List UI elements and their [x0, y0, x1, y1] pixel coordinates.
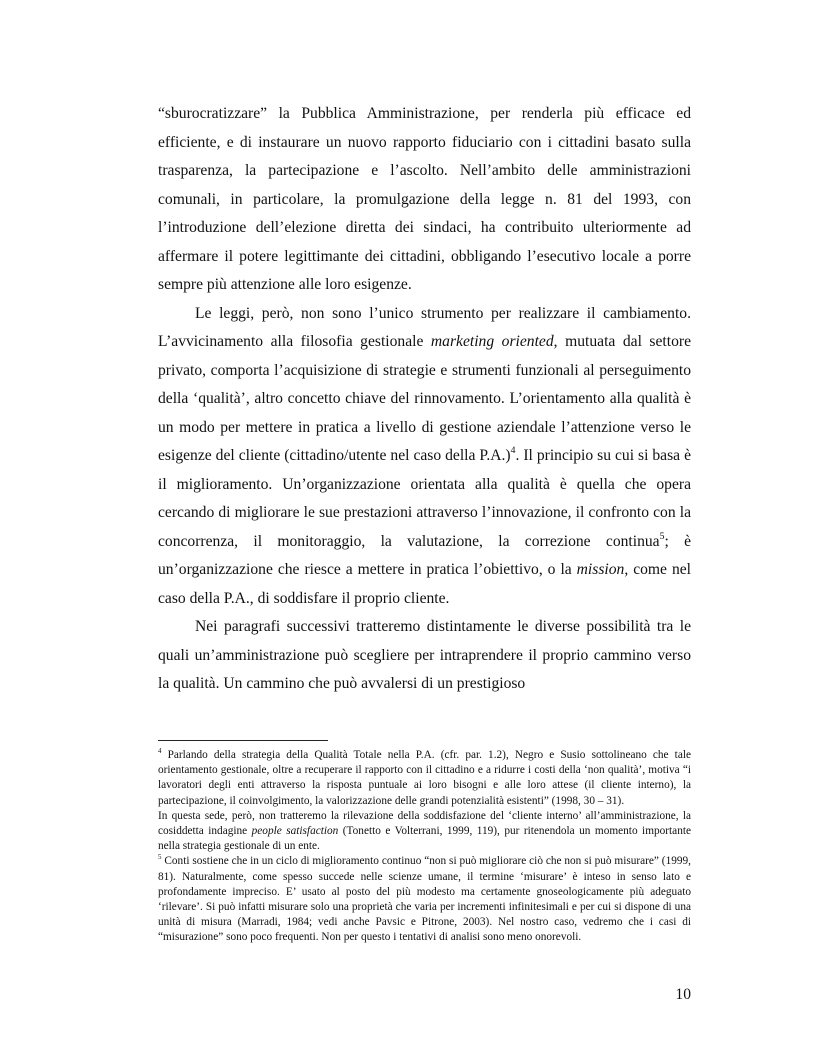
- italic-term-marketing-oriented: marketing oriented: [430, 333, 554, 350]
- footnote-5: $^5$ Conti sostiene che in un ciclo di miglioramento continuo “non si può migliorare ciò che non si può misurare” (1999, 81). Naturalmente, come spesso succede nelle scienze umane, il termine ‘misurare’ è inteso in senso lato e profondamente impreciso. E’ usato al posto del più modesto ma certamente gnoseologicamente più adeguato ‘rilevare’. Si può infatti misurare solo una proprietà che varia per incrementi infinitesimali e per cui si dispone di una unità di misura (Marradi, 1984; vedi anche Pavsic e Pitrone, 2003). Nel nostro caso, vedremo che i casi di “misurazione” sono poco frequenti. Non per questo i tentativi di analisi sono meno onorevoli.: [158, 853, 691, 944]
- footnote-4: $^4$ Parlando della strategia della Qualità Totale nella P.A. (cfr. par. 1.2), Negro e Susio sottolineano che tale orientamento gestionale, oltre a recuperare il rapporto con il cittadino e a ridurre i costi della ‘non qualità’, motiva “i lavoratori degli enti attraverso la risposta puntuale ai loro bisogni e alle loro attese (il cliente interno), la partecipazione, il coinvolgimento, la valorizzazione delle grandi potenzialità esistenti” (1998, 30 – 31).: [158, 746, 691, 807]
- paragraph-1: “sburocratizzare” la Pubblica Amministrazione, per renderla più efficace ed efficiente, e di instaurare un nuovo rapporto fiduciario con i cittadini basato sulla trasparenza, la partecipazione e l’ascolto. Nell’ambito delle amministrazioni comunali, in particolare, la promulgazione della legge n. 81 del 1993, con l’introduzione dell’elezione diretta dei sindaci, ha contribuito ulteriormente ad affermare il potere legittimante dei cittadini, obbligando l’esecutivo locale a porre sempre più attenzione alle loro esigenze.: [158, 105, 691, 293]
- page-number: 10: [675, 986, 691, 1003]
- footnote-separator: [158, 740, 328, 741]
- footnote-ref-4[interactable]: 4: [510, 445, 516, 457]
- footnote-marker-4: 4: [158, 746, 162, 755]
- italic-term-mission: mission: [576, 561, 625, 578]
- body-text: [158, 100, 691, 699]
- footnotes: [158, 748, 691, 946]
- paragraph-2: Le leggi, però, non sono l’unico strumento per realizzare il cambiamento. L’avvicinamento alla filosofia gestionale marketing oriented, mutuata dal settore privato, comporta l’acquisizione di strategie e strumenti funzionali al perseguimento della ‘qualità’, altro concetto chiave del rinnovamento. L’orientamento alla qualità è un modo per mettere in pratica a livello di gestione aziendale l’attenzione verso le esigenze del cliente (cittadino/utente nel caso della P.A.)$^4$. Il principio su cui si basa è il miglioramento. Un’organizzazione orientata alla qualità è quella che opera cercando di migliorare le sue prestazioni attraverso l’innovazione, il confronto con la concorrenza, il monitoraggio, la valutazione, la correzione continua$^5$; è un’organizzazione che riesce a mettere in pratica l’obiettivo, o la mission, come nel caso della P.A., di soddisfare il proprio cliente.: [158, 304, 692, 607]
- paragraph-3: Nei paragrafi successivi tratteremo distintamente le diverse possibilità tra le quali un’amministrazione può scegliere per intraprendere il proprio cammino verso la qualità. Un cammino che può avvalersi di un prestigioso: [158, 618, 691, 692]
- footnote-marker-5: 5: [158, 853, 162, 862]
- footnote-4-continuation: In questa sede, però, non tratteremo la rilevazione della soddisfazione del ‘cliente interno’ all’amministrazione, la cosiddetta indagine people satisfaction (Tonetto e Volterrani, 1999, 119), pur ritenendola un momento importante nella strategia gestionale di un ente.: [158, 809, 691, 853]
- footnote-ref-5[interactable]: 5: [659, 530, 665, 542]
- italic-term-people-satisfaction: people satisfaction: [251, 825, 339, 838]
